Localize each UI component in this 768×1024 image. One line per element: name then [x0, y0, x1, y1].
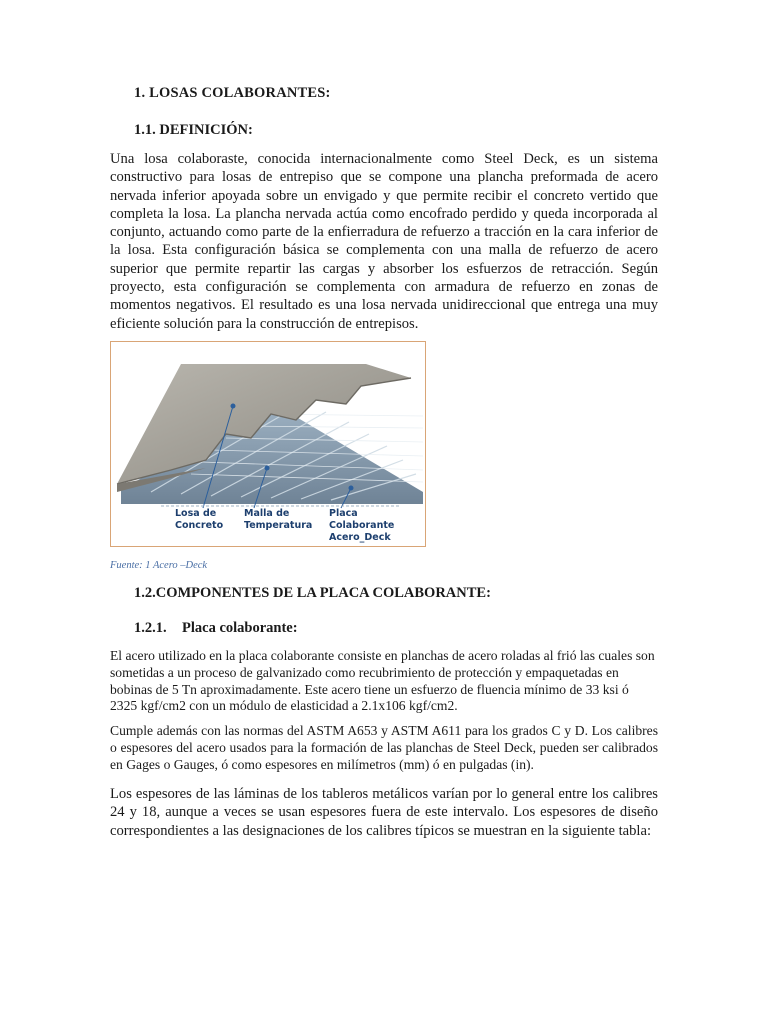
subsection-heading-placa — [134, 620, 298, 637]
subsection-heading-definicion: 1.1. DEFINICIÓN: — [134, 122, 253, 138]
espesores-paragraph: Los espesores de las láminas de los tableros metálicos varían por lo general entre los calibres 24 y 18, aunque a veces se usan espesores fuera de este intervalo. Los espesores de diseño correspondientes a las designaciones de los calibres típicos se muestran en la siguiente tabla: — [110, 786, 658, 839]
subsection-number: 1.2.1. — [134, 620, 167, 636]
label-losa-line2: Concreto — [175, 520, 224, 531]
label-placa-line3: Acero_Deck — [329, 532, 391, 543]
label-placa-line1: Placa — [329, 508, 358, 519]
label-malla-line2: Temperatura — [244, 520, 313, 531]
section-heading-componentes: 1.2.COMPONENTES DE LA PLACA COLABORANTE: — [134, 585, 491, 601]
label-losa-line1: Losa de — [175, 508, 217, 519]
section-heading-1: 1. LOSAS COLABORANTES: — [134, 85, 331, 101]
label-malla-line1: Malla de — [244, 508, 290, 519]
normas-paragraph: Cumple además con las normas del ASTM A653 y ASTM A611 para los grados C y D. Los calibres o espesores del acero usados para la formación de las planchas de Steel Deck, pueden ser calibrados en Gages o Gauges, ó como espesores en milímetros (mm) ó en pulgadas (in). — [110, 723, 658, 772]
definition-paragraph: Una losa colaboraste, conocida internacionalmente como Steel Deck, es un sistema constructivo para losas de entrepiso que se compone una plancha preformada de acero nervada inferior apoyada sobre un envigado y que permite recibir el concreto vertido que completa la losa. La plancha nervada actúa como encofrado perdido y queda incorporada al conjunto, actuando como parte de la enfierradura de refuerzo a tracción en la cara inferior de la losa. Esta configuración básica se complementa con una malla de refuerzo de acero superior que permite repartir las cargas y absorber los esfuerzos de retracción. Según proyecto, esta configuración se complementa con armadura de refuerzo en zonas de momentos negativos. El resultado es una losa nervada unidireccional que entrega una muy eficiente solución para la construcción de entrepisos. — [110, 151, 658, 332]
label-placa-line2: Colaborante — [329, 520, 395, 531]
subsection-title: Placa colaborante: — [182, 620, 298, 636]
acero-paragraph: El acero utilizado en la placa colaborante consiste en planchas de acero roladas al frió las cuales son sometidas a un proceso de galvanizado como recubrimiento de protección y empaquetadas en bobinas de 5 Tn aproximadamente. Este acero tiene un esfuerzo de fluencia mínimo de 33 ksi ó 2325 kgf/cm2 con un módulo de elasticidad a 2.1x106 kgf/cm2. — [110, 648, 655, 714]
steel-deck-figure — [110, 341, 426, 547]
steel-deck-illustration — [111, 342, 426, 547]
figure-caption: Fuente: 1 Acero –Deck — [110, 560, 208, 571]
